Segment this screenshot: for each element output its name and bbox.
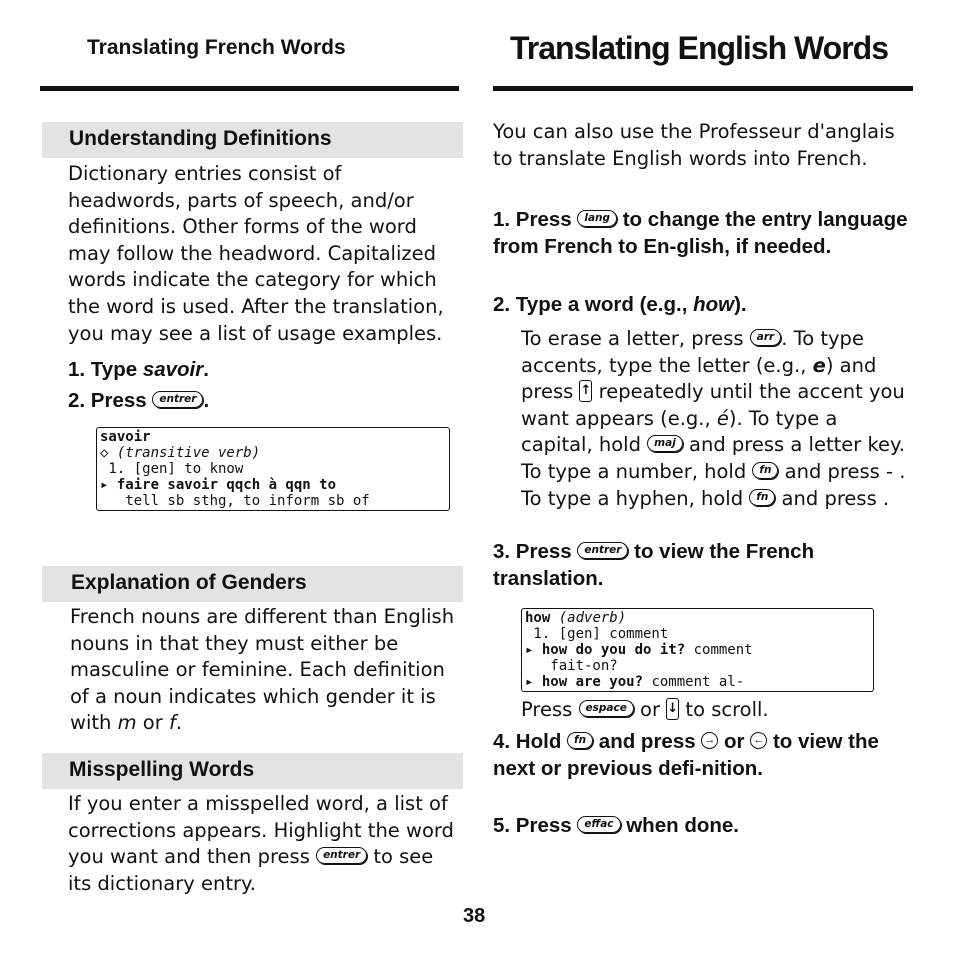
step-text: 4. Hold bbox=[493, 730, 568, 753]
english-step-4 bbox=[493, 729, 908, 782]
body-text: If you enter a misspelled word, a list of corrections appears. Highlight the word you want and then press bbox=[68, 792, 454, 869]
espace-key-icon: espace bbox=[579, 700, 634, 717]
up-arrow-key-icon: ↑ bbox=[579, 380, 592, 402]
fn-key-icon: fn bbox=[749, 489, 775, 506]
genders-body bbox=[70, 604, 460, 737]
misspelling-heading: Misspelling Words bbox=[69, 758, 255, 781]
example-letter: e bbox=[812, 353, 826, 377]
body-text: To erase a letter, press bbox=[521, 327, 750, 350]
screen-line: ▸ faire savoir qqch à qqn to bbox=[100, 477, 337, 493]
screen-line: 1. [gen] comment bbox=[525, 626, 669, 642]
step-text: ). bbox=[734, 293, 747, 316]
body-text: to see its dictionary entry. bbox=[68, 845, 434, 895]
step-text: 2. Press bbox=[68, 389, 153, 412]
page-title: Translating English Words bbox=[510, 30, 889, 66]
lang-key-icon: lang bbox=[577, 210, 617, 227]
body-text: and press - . To type a hyphen, hold bbox=[521, 459, 906, 510]
body-text: Press bbox=[521, 698, 579, 721]
body-text: French nouns are different than English nouns in that they must either be masculine or feminine. Each definition of a noun indicates which gender it is with bbox=[70, 605, 455, 735]
entrer-key-icon: entrer bbox=[152, 391, 203, 408]
effac-key-icon: effac bbox=[577, 816, 620, 833]
body-text: ) and press bbox=[521, 353, 877, 404]
screen-line: ▸ how are you? comment al- bbox=[525, 674, 745, 690]
genders-heading: Explanation of Genders bbox=[71, 571, 307, 594]
screen-line: fait-on? bbox=[525, 658, 618, 674]
body-text: . bbox=[175, 711, 183, 735]
body-text: repeatedly until the accent you want appears (e.g., bbox=[521, 380, 905, 430]
definitions-body: Dictionary entries consist of headwords, parts of speech, and/or definitions. Other forms of the word may follow the headword. Capitalized words indicate the category for which the word is used. After the translation, you may see a list of usage examples. bbox=[68, 162, 444, 345]
genders-heading-band bbox=[42, 566, 463, 602]
step-text: 1. Type bbox=[68, 358, 143, 381]
left-header-rule bbox=[40, 86, 459, 91]
body-text: . To type accents, type the letter (e.g., bbox=[521, 327, 864, 377]
definitions-step-2 bbox=[68, 388, 209, 415]
example-accent: é bbox=[716, 406, 729, 430]
step-text: when done. bbox=[620, 814, 739, 837]
step-text: and press bbox=[593, 730, 702, 753]
fn-key-icon: fn bbox=[752, 462, 778, 479]
definitions-step-1 bbox=[68, 357, 209, 384]
body-text: ). To type a capital, hold bbox=[521, 406, 838, 457]
scroll-instructions bbox=[521, 697, 769, 724]
step-text: 3. Press bbox=[493, 540, 578, 563]
screen-line: ▸ how do you do it? comment bbox=[525, 642, 753, 658]
step-text: . bbox=[203, 389, 210, 412]
screen-line: 1. [gen] to know bbox=[100, 461, 244, 477]
entrer-key-icon: entrer bbox=[316, 847, 367, 864]
step-text: to change the entry language from French to En-glish, if needed. bbox=[493, 208, 908, 258]
misspelling-body bbox=[68, 791, 460, 897]
english-step-5 bbox=[493, 813, 739, 840]
fn-key-icon: fn bbox=[567, 732, 593, 749]
screen-line: tell sb sthg, to inform sb of bbox=[100, 493, 370, 509]
right-header-rule bbox=[493, 86, 913, 91]
english-step-2 bbox=[493, 292, 747, 319]
step-text: 2. Type a word (e.g., bbox=[493, 293, 694, 316]
down-arrow-key-icon: ↓ bbox=[666, 698, 679, 720]
body-text: to scroll. bbox=[679, 698, 769, 721]
step-text: . bbox=[203, 358, 209, 381]
step-text: to view the French translation. bbox=[493, 540, 815, 590]
definitions-heading-band bbox=[42, 122, 463, 158]
maj-key-icon: maj bbox=[647, 435, 683, 452]
screen-line: how (adverb) bbox=[525, 610, 627, 626]
left-running-header: Translating French Words bbox=[87, 36, 346, 59]
step-text: 5. Press bbox=[493, 814, 578, 837]
misspelling-heading-band bbox=[42, 753, 463, 789]
screen-line: savoir bbox=[100, 429, 151, 445]
arr-key-icon: arr bbox=[750, 329, 781, 346]
step-text: or bbox=[718, 730, 751, 753]
page-number: 38 bbox=[463, 905, 486, 927]
how-screen-display bbox=[521, 608, 874, 692]
body-text: and press a letter key. To type a number, hold bbox=[521, 433, 905, 483]
typing-instructions bbox=[521, 326, 913, 512]
step-text: 1. Press bbox=[493, 208, 578, 231]
left-arrow-key-icon: ← bbox=[750, 732, 767, 749]
right-arrow-key-icon: → bbox=[701, 732, 718, 749]
english-step-1 bbox=[493, 207, 908, 260]
example-word: savoir bbox=[142, 358, 204, 381]
definitions-heading: Understanding Definitions bbox=[69, 127, 332, 150]
gender-f: f bbox=[168, 711, 176, 735]
english-intro: You can also use the Professeur d'anglais to translate English words into French. bbox=[493, 120, 895, 170]
body-text: and press . bbox=[775, 486, 890, 510]
body-text: or bbox=[136, 711, 169, 735]
english-step-3 bbox=[493, 539, 908, 592]
example-word: how bbox=[693, 293, 735, 316]
body-text: or bbox=[633, 698, 667, 721]
savoir-screen-display bbox=[96, 427, 450, 511]
entrer-key-icon: entrer bbox=[577, 542, 628, 559]
gender-m: m bbox=[117, 711, 137, 735]
screen-line: ◇ (transitive verb) bbox=[100, 445, 261, 461]
step-text: to view the next or previous defi-nition. bbox=[493, 730, 879, 780]
